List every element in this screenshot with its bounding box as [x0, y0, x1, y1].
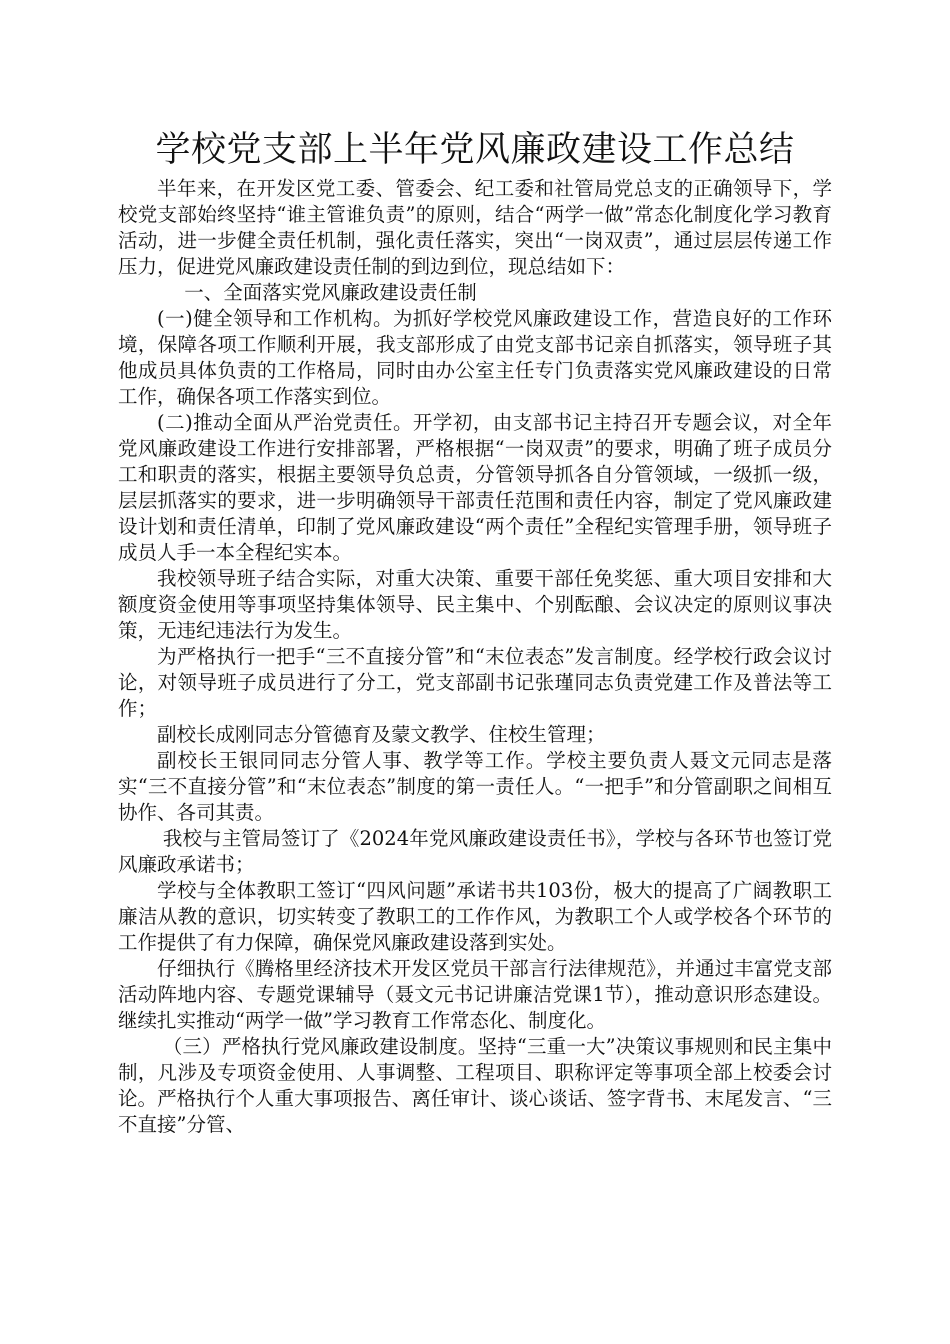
document-body	[118, 176, 832, 1138]
paragraph-party-responsibility: (二)推动全面从严治党责任。开学初，由支部书记主持召开专题会议，对全年党风廉政建设工作进行安排部署，严格根据“一岗双责”的要求，明确了班子成员分工和职责的落实，根据主要领导负总责，分管领导抓各自分管领域，一级抓一级，层层抓落实的要求，进一步明确领导干部责任范围和责任内容，制定了党风廉政建设计划和责任清单，印制了党风廉政建设“两个责任”全程纪实管理手册，领导班子成员人手一本全程纪实本。	[118, 411, 832, 564]
paragraph-four-winds-pledge: 学校与全体教职工签订“四风问题”承诺书共103份，极大的提高了广阔教职工廉洁从教的意识，切实转变了教职工的工作作风，为教职工个人或学校各个环节的工作提供了有力保障，确保党风廉政建设落到实处。	[118, 879, 832, 954]
paragraph-conduct-norms: 仔细执行《腾格里经济技术开发区党员干部言行法律规范》，并通过丰富党支部活动阵地内容、专题党课辅导（聂文元书记讲廉洁党课1节），推动意识形态建设。继续扎实推动“两学一做”学习教育工作常态化、制度化。	[118, 957, 832, 1032]
paragraph-collective-decision: 我校领导班子结合实际，对重大决策、重要干部任免奖惩、重大项目安排和大额度资金使用等事项坚持集体领导、民主集中、个别酝酿、会议决定的原则议事决策，无违纪违法行为发生。	[118, 567, 832, 642]
paragraph-division-of-work: 为严格执行一把手“三不直接分管”和“末位表态”发言制度。经学校行政会议讨论，对领导班子成员进行了分工，党支部副书记张瑾同志负责党建工作及普法等工作；	[118, 645, 832, 720]
document-title: 学校党支部上半年党风廉政建设工作总结	[155, 130, 795, 170]
paragraph-integrity-system: （三）严格执行党风廉政建设制度。坚持“三重一大”决策议事规则和民主集中制，凡涉及专项资金使用、人事调整、工程项目、职称评定等事项全部上校委会讨论。严格执行个人重大事项报告、离任审计、谈心谈话、签字背书、末尾发言、“三不直接”分管、	[118, 1035, 832, 1136]
paragraph-vice-principal-cheng: 副校长成刚同志分管德育及蒙文教学、住校生管理；	[157, 723, 606, 746]
section-heading-1: 一、全面落实党风廉政建设责任制	[184, 281, 477, 304]
paragraph-intro: 半年来，在开发区党工委、管委会、纪工委和社管局党总支的正确领导下，学校党支部始终坚持“谁主管谁负责”的原则，结合“两学一做”常态化制度化学习教育活动，进一步健全责任机制，强化责任落实，突出“一岗双责”，通过层层传递工作压力，促进党风廉政建设责任制的到边到位，现总结如下：	[118, 177, 832, 278]
paragraph-responsibility-letter: 我校与主管局签订了《2024年党风廉政建设责任书》，学校与各环节也签订党风廉政承诺书；	[118, 827, 832, 876]
paragraph-leadership-structure: (一)健全领导和工作机构。为抓好学校党风廉政建设工作，营造良好的工作环境，保障各项工作顺利开展，我支部形成了由党支部书记亲自抓落实，领导班子其他成员具体负责的工作格局，同时由办公室主任专门负责落实党风廉政建设的日常工作，确保各项工作落实到位。	[118, 307, 832, 408]
paragraph-vice-principal-wang: 副校长王银同同志分管人事、教学等工作。学校主要负责人聂文元同志是落实“三不直接分管”和“末位表态”制度的第一责任人。“一把手”和分管副职之间相互协作、各司其责。	[118, 749, 832, 824]
